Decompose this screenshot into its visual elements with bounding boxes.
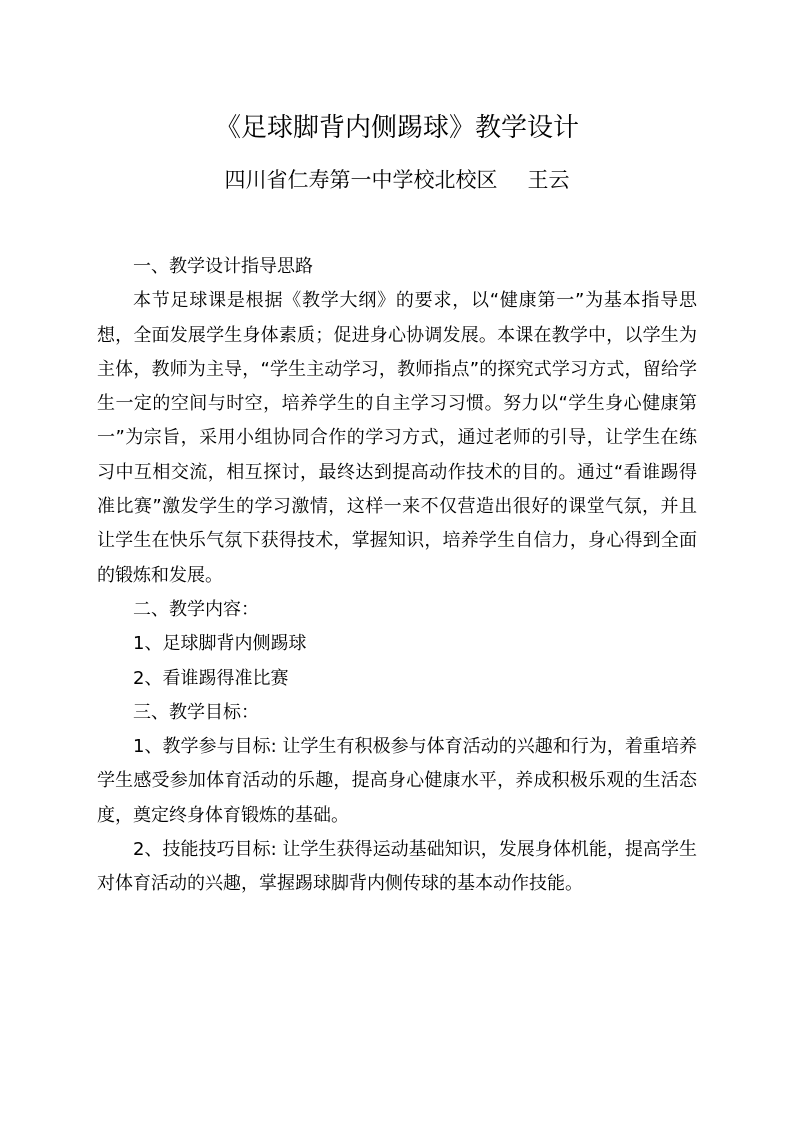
document-body (97, 250, 697, 902)
school-name: 四川省仁寿第一中学校北校区 (224, 168, 498, 192)
content-item-2: 2、看谁踢得准比赛 (133, 667, 289, 689)
document-title: 《足球脚背内侧踢球》教学设计 (214, 113, 579, 143)
section-heading-objectives: 三、教学目标： (133, 701, 259, 723)
section-heading-content: 二、教学内容： (133, 598, 259, 620)
section-heading-guiding-ideas: 一、教学设计指导思路 (133, 256, 313, 277)
author-name: 王云 (527, 168, 570, 192)
document-byline (0, 162, 794, 198)
objective-participation: 1、教学参与目标: 让学生有积极参与体育活动的兴趣和行为，着重培养学生感受参加体育活动的乐趣，提高身心健康水平，养成积极乐观的生活态度，奠定终身体育锻炼的基础。 (97, 736, 697, 826)
objective-skills: 2、技能技巧目标: 让学生获得运动基础知识，发展身体机能，提高学生对体育活动的兴趣，掌握踢球脚背内侧传球的基本动作技能。 (97, 839, 697, 895)
content-item-1: 1、足球脚背内侧踢球 (133, 633, 307, 655)
guiding-ideas-paragraph: 本节足球课是根据《教学大纲》的要求，以“健康第一”为基本指导思想，全面发展学生身体素质；促进身心协调发展。本课在教学中，以学生为主体，教师为主导，“学生主动学习，教师指点”的探究式学习方式，留给学生一定的空间与时空，培养学生的自主学习习惯。努力以“学生身心健康第一”为宗旨，采用小组协同合作的学习方式，通过老师的引导，让学生在练习中互相交流，相互探讨，最终达到提高动作技术的目的。通过“看谁踢得准比赛”激发学生的学习激情，这样一来不仅营造出很好的课堂气氛，并且让学生在快乐气氛下获得技术，掌握知识，培养学生自信力，身心得到全面的锻炼和发展。 (97, 290, 697, 586)
